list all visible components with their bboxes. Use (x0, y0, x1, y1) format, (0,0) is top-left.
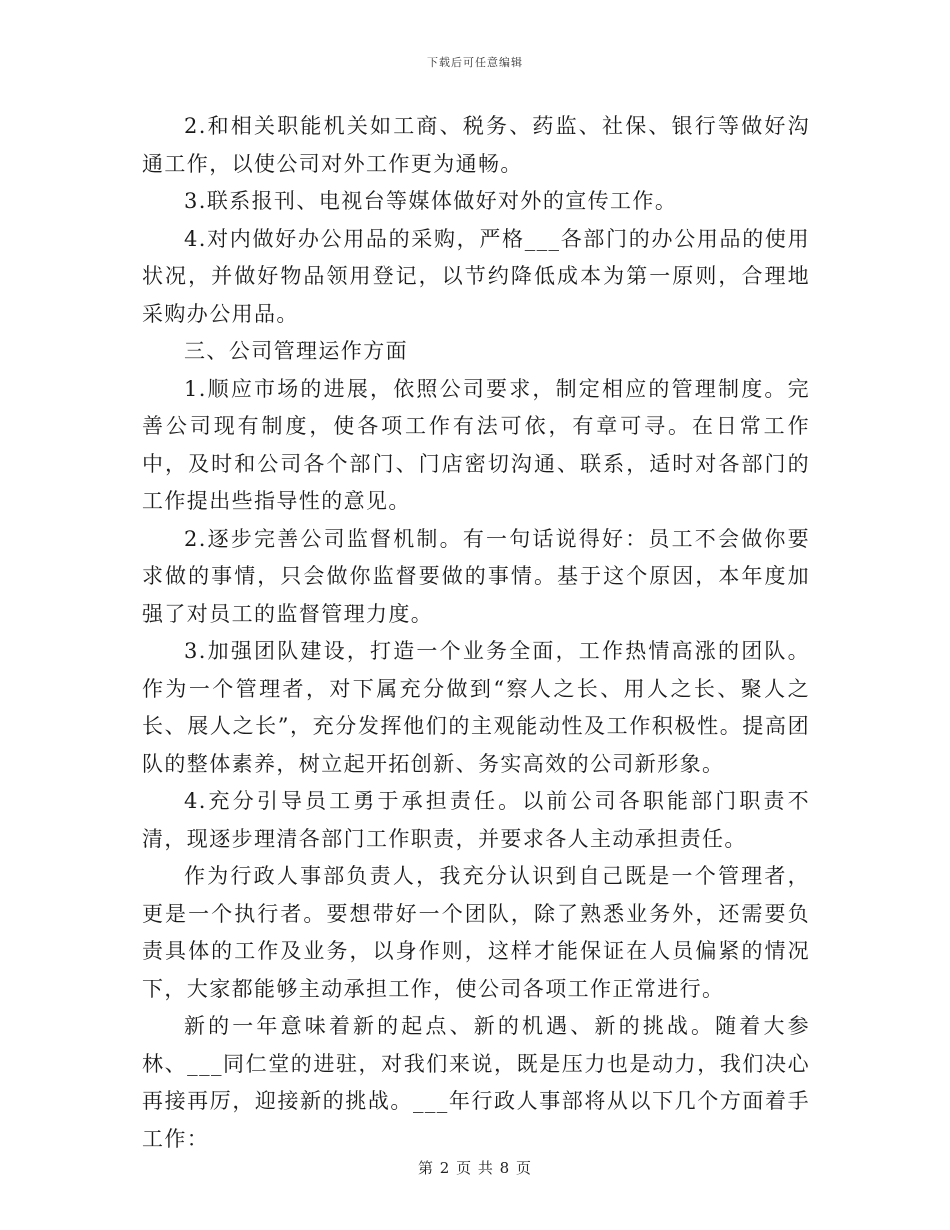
paragraph-item-2: 2.和相关职能机关如工商、税务、药监、社保、银行等做好沟通工作，以使公司对外工作更为通畅。 (142, 114, 810, 176)
paragraph-item-4: 4.对内做好办公用品的采购，严格___各部门的办公用品的使用状况，并做好物品领用登记，以节约降低成本为第一原则，合理地采购办公用品。 (142, 226, 810, 326)
paragraph-mgmt-4: 4.充分引导员工勇于承担责任。以前公司各职能部门职责不清，现逐步理清各部门工作职责，并要求各人主动承担责任。 (142, 789, 810, 851)
paragraph-item-3: 3.联系报刊、电视台等媒体做好对外的宣传工作。 (184, 189, 678, 213)
section-heading: 三、公司管理运作方面 (184, 339, 408, 363)
paragraph-mgmt-3: 3.加强团队建设，打造一个业务全面，工作热情高涨的团队。作为一个管理者，对下属充分做到“察人之长、用人之长、聚人之长、展人之长”，充分发挥他们的主观能动性及工作积极性。提高团队的整体素养，树立起开拓创新、务实高效的公司新形象。 (142, 639, 810, 776)
paragraph-mgmt-1: 1.顺应市场的进展，依照公司要求，制定相应的管理制度。完善公司现有制度，使各项工作有法可依，有章可寻。在日常工作中，及时和公司各个部门、门店密切沟通、联系，适时对各部门的工作提出些指导性的意见。 (142, 376, 810, 513)
page-header: 下载后可任意编辑 (427, 56, 523, 69)
page-number-footer: 第 2 页 共 8 页 (418, 1159, 532, 1177)
paragraph-mgmt-2: 2.逐步完善公司监督机制。有一句话说得好：员工不会做你要求做的事情，只会做你监督要做的事情。基于这个原因，本年度加强了对员工的监督管理力度。 (142, 526, 810, 626)
document-body (142, 108, 810, 1158)
paragraph-summary: 作为行政人事部负责人，我充分认识到自己既是一个管理者，更是一个执行者。要想带好一个团队，除了熟悉业务外，还需要负责具体的工作及业务，以身作则，这样才能保证在人员偏紧的情况下，大家都能够主动承担工作，使公司各项工作正常进行。 (142, 864, 810, 1001)
paragraph-outlook: 新的一年意味着新的起点、新的机遇、新的挑战。随着大参林、___同仁堂的进驻，对我们来说，既是压力也是动力，我们决心再接再厉，迎接新的挑战。___年行政人事部将从以下几个方面着手工作： (142, 1014, 810, 1151)
